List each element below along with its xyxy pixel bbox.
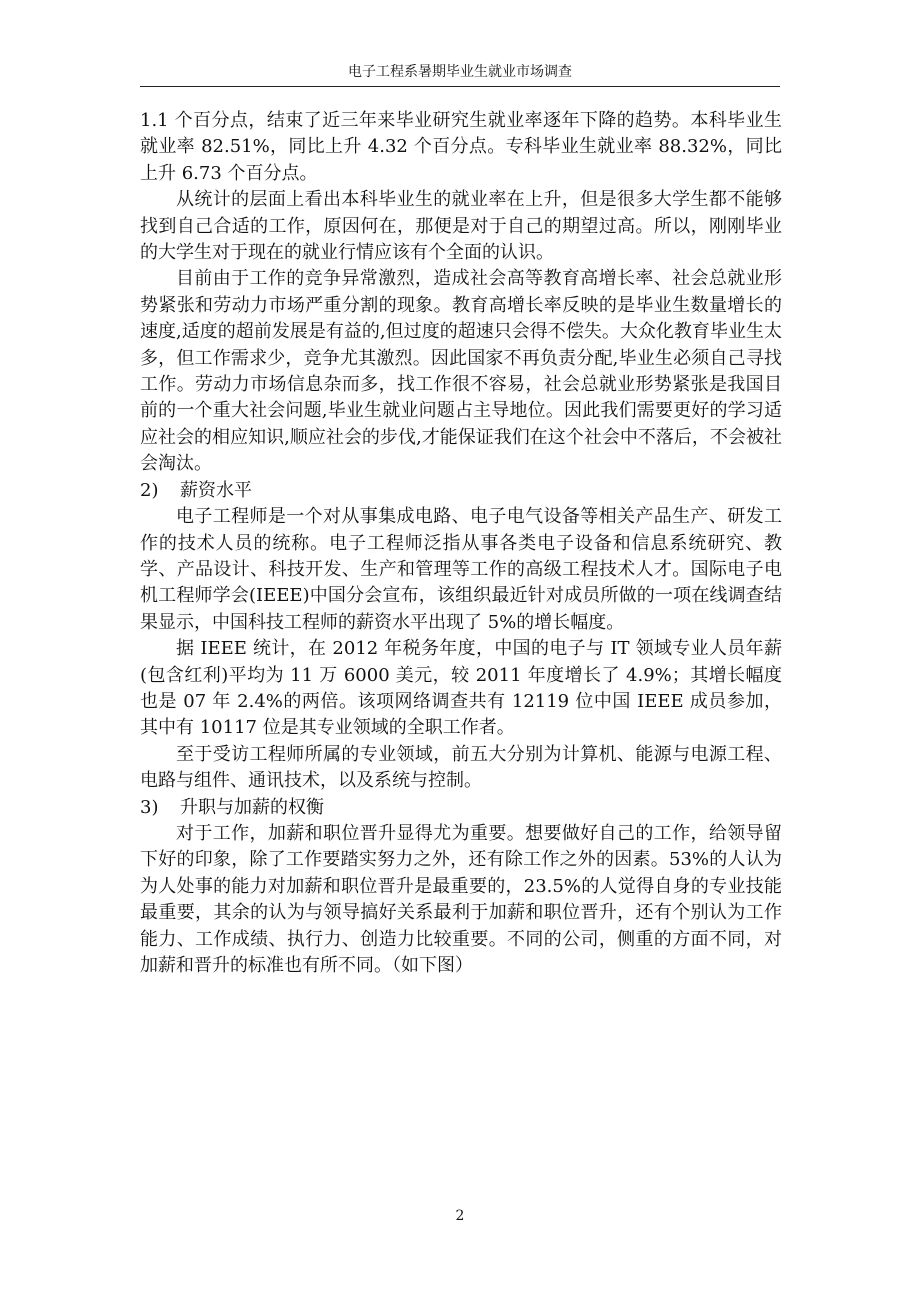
section-number: 3) (140, 796, 159, 818)
paragraph: 从统计的层面上看出本科毕业生的就业率在上升，但是很多大学生都不能够找到自己合适的工作，原因何在，那便是对于自己的期望过高。所以，刚刚毕业的大学生对于现在的就业行情应该有个全面的认识。 (140, 189, 782, 264)
paragraph: 电子工程师是一个对从事集成电路、电子电气设备等相关产品生产、研发工作的技术人员的统称。电子工程师泛指从事各类电子设备和信息系统研究、教学、产品设计、科技开发、生产和管理等工作的高级工程技术人才。国际电子电机工程师学会(IEEE)中国分会宣布，该组织最近针对成员所做的一项在线调查结果显示，中国科技工程师的薪资水平出现了 5%的增长幅度。 (140, 506, 782, 633)
section-heading-salary (140, 478, 782, 504)
page-header (140, 62, 780, 87)
page-number: 2 (455, 1208, 465, 1224)
header-title: 电子工程系暑期毕业生就业市场调查 (348, 64, 572, 80)
section-number: 2) (140, 479, 159, 501)
paragraph: 目前由于工作的竞争异常激烈，造成社会高等教育高增长率、社会总就业形势紧张和劳动力市场严重分割的现象。教育高增长率反映的是毕业生数量增长的速度,适度的超前发展是有益的,但过度的超速只会得不偿失。大众化教育毕业生太多，但工作需求少，竞争尤其激烈。因此国家不再负责分配,毕业生必须自己寻找工作。劳动力市场信息杂而多，找工作很不容易，社会总就业形势紧张是我国目前的一个重大社会问题,毕业生就业问题占主导地位。因此我们需要更好的学习适应社会的相应知识,顺应社会的步伐,才能保证我们在这个社会中不落后，不会被社会淘汰。 (140, 268, 782, 475)
section-title: 升职与加薪的权衡 (180, 796, 324, 818)
paragraph: 至于受访工程师所属的专业领域，前五大分别为计算机、能源与电源工程、电路与组件、通讯技术，以及系统与控制。 (140, 743, 782, 792)
paragraph: 1.1 个百分点，结束了近三年来毕业研究生就业率逐年下降的趋势。本科毕业生就业率 82.51%，同比上升 4.32 个百分点。专科毕业生就业率 88.32%，同比上升 6.73 个百分点。 (140, 110, 782, 184)
document-body (140, 108, 782, 979)
section-title: 薪资水平 (180, 479, 252, 501)
paragraph: 对于工作，加薪和职位晋升显得尤为重要。想要做好自己的工作，给领导留下好的印象，除了工作要踏实努力之外，还有除工作之外的因素。53%的人认为为人处事的能力对加薪和职位晋升是最重要的，23.5%的人觉得自身的专业技能最重要，其余的认为与领导搞好关系最利于加薪和职位晋升，还有个别认为工作能力、工作成绩、执行力、创造力比较重要。不同的公司，侧重的方面不同，对加薪和晋升的标准也有所不同。（如下图） (140, 822, 782, 976)
section-heading-promotion (140, 795, 782, 821)
paragraph: 据 IEEE 统计，在 2012 年税务年度，中国的电子与 IT 领域专业人员年薪(包含红利)平均为 11 万 6000 美元，较 2011 年度增长了 4.9%；其增长幅度也是 07 年 2.4%的两倍。该项网络调查共有 12119 位中国 IEEE 成员参加，其中有 10117 位是其专业领域的全职工作者。 (140, 638, 782, 739)
